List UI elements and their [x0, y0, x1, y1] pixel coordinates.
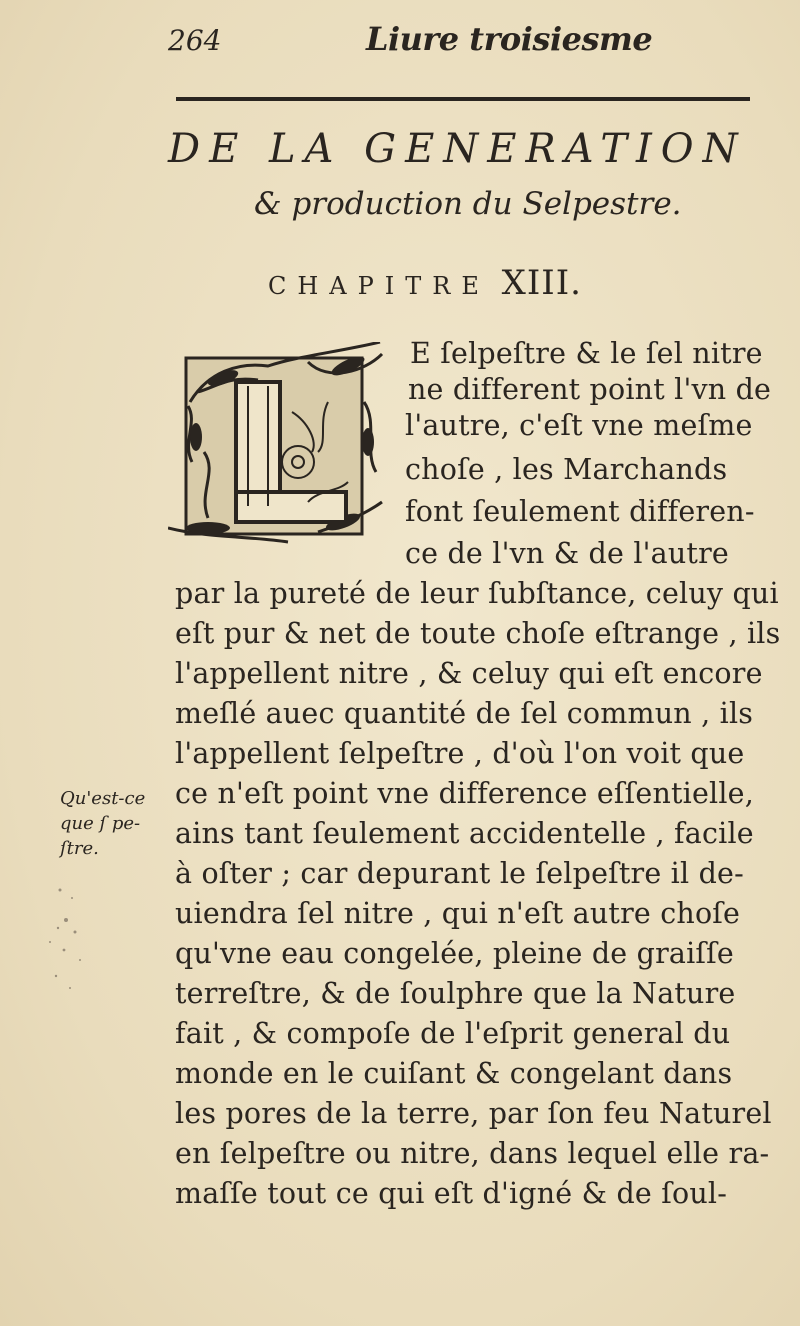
text-line: meſlé auec quantité de ſel commun , ils	[175, 697, 754, 730]
text-line: fait , & compoſe de l'eſprit general du	[175, 1017, 731, 1050]
text-line: à oſter ; car depurant le ſelpeſtre il de-	[175, 857, 744, 890]
text-line: uiendra ſel nitre , qui n'eſt autre choſe	[175, 897, 741, 930]
section-subtitle: & production du Selpestre.	[254, 186, 682, 222]
running-head	[0, 18, 800, 68]
ornamental-rule	[176, 97, 750, 101]
text-line: eſt pur & net de toute choſe eſtrange , ils	[175, 617, 781, 650]
text-line: l'autre, c'eſt vne meſme	[405, 409, 753, 442]
text-line: choſe , les Marchands	[405, 453, 728, 486]
text-line: ne different point l'vn de	[408, 373, 772, 406]
text-line: terreſtre, & de ſoulphre que la Nature	[175, 977, 736, 1010]
text-line: l'appellent nitre , & celuy qui eſt encore	[175, 657, 763, 690]
margin-note-line: que ſ pe-	[60, 813, 141, 834]
text-line: maſſe tout ce qui eſt d'igné & de ſoul-	[175, 1177, 728, 1210]
margin-note-line: Qu'est-ce	[60, 788, 146, 809]
page-number: 264	[168, 24, 222, 57]
section-title: DE LA GENERATION	[168, 126, 747, 172]
text-line: monde en le cuiſant & congelant dans	[175, 1057, 733, 1090]
text-line: font ſeulement differen-	[405, 495, 755, 528]
text-line: ce de l'vn & de l'autre	[405, 537, 729, 570]
running-title: Liure troisiesme	[366, 20, 653, 58]
paper-specks	[20, 880, 110, 1000]
text-line: l'appellent ſelpeſtre , d'où l'on voit que	[175, 737, 745, 770]
margin-note-line: ſtre.	[60, 838, 99, 859]
chapter-numeral: XIII.	[501, 263, 582, 303]
text-line: ce n'eſt point vne difference eſſentielle,	[175, 777, 754, 810]
chapter-label: CHAPITRE	[268, 272, 490, 300]
text-line: en ſelpeſtre ou nitre, dans lequel elle ra-	[175, 1137, 770, 1170]
text-line: par la pureté de leur ſubſtance, celuy qui	[175, 577, 779, 610]
text-line: qu'vne eau congelée, pleine de graiſſe	[175, 937, 734, 970]
chapter-heading	[268, 263, 582, 303]
text-line: les pores de la terre, par ſon feu Naturel	[175, 1097, 772, 1130]
text-line: E ſelpeſtre & le ſel nitre	[410, 337, 763, 370]
ornamental-initial-icon	[168, 342, 388, 554]
margin-note	[60, 786, 170, 861]
text-line: ains tant ſeulement accidentelle , facile	[175, 817, 754, 850]
